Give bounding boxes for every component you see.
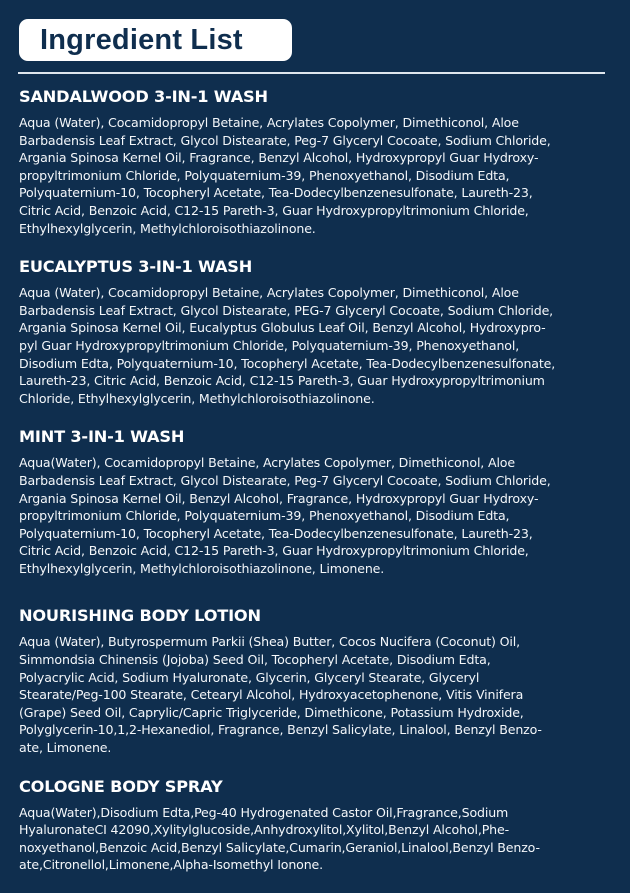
ingredient-line: Argania Spinosa Kernel Oil, Eucalyptus Globulus Leaf Oil, Benzyl Alcohol, Hydroxypro-: [19, 320, 546, 336]
section-heading: COLOGNE BODY SPRAY: [19, 776, 223, 796]
ingredient-text: [19, 114, 609, 237]
ingredient-line: ate, Limonene.: [19, 740, 112, 756]
ingredient-line: Polyquaternium-10, Tocopheryl Acetate, Tea-Dodecylbenzenesulfonate, Laureth-23,: [19, 525, 533, 541]
ingredient-line: Polyquaternium-10, Tocopheryl Acetate, Tea-Dodecylbenzenesulfonate, Laureth-23,: [19, 185, 533, 201]
ingredient-line: propyltrimonium Chloride, Polyquaternium-39, Phenoxyethanol, Disodium Edta,: [19, 508, 510, 524]
section-cologne-spray: [19, 776, 609, 874]
section-heading: MINT 3-IN-1 WASH: [19, 427, 185, 447]
ingredient-line: Laureth-23, Citric Acid, Benzoic Acid, C12-15 Pareth-3, Guar Hydroxypropyltrimonium: [19, 373, 545, 389]
ingredient-line: Simmondsia Chinensis (Jojoba) Seed Oil, Tocopheryl Acetate, Disodium Edta,: [19, 652, 491, 668]
ingredient-line: Citric Acid, Benzoic Acid, C12-15 Pareth-3, Guar Hydroxypropyltrimonium Chloride,: [19, 202, 529, 218]
header-divider: [18, 72, 605, 74]
ingredient-line: Chloride, Ethylhexylglycerin, Methylchloroisothiazolinone.: [19, 390, 375, 406]
ingredient-line: Aqua (Water), Butyrospermum Parkii (Shea) Butter, Cocos Nucifera (Coconut) Oil,: [19, 634, 520, 650]
ingredient-text: [19, 284, 609, 407]
ingredient-line: (Grape) Seed Oil, Caprylic/Capric Triglyceride, Dimethicone, Potassium Hydroxide,: [19, 704, 524, 720]
ingredient-line: Aqua(Water),Disodium Edta,Peg-40 Hydrogenated Castor Oil,Fragrance,Sodium: [19, 804, 509, 820]
ingredient-line: pyl Guar Hydroxypropyltrimonium Chloride, Polyquaternium-39, Phenoxyethanol,: [19, 337, 520, 353]
ingredient-text: [19, 633, 609, 756]
ingredient-line: ate,Citronellol,Limonene,Alpha-Isomethyl Ionone.: [19, 857, 323, 873]
section-body-lotion: [19, 605, 609, 756]
ingredient-line: Barbadensis Leaf Extract, Glycol Distearate, PEG-7 Glyceryl Cocoate, Sodium Chloride,: [19, 302, 554, 318]
ingredient-line: Aqua (Water), Cocamidopropyl Betaine, Acrylates Copolymer, Dimethiconol, Aloe: [19, 115, 519, 130]
ingredient-text: [19, 804, 609, 874]
section-heading: NOURISHING BODY LOTION: [19, 606, 261, 626]
ingredient-line: HyaluronateCI 42090,Xylitylglucoside,Anhydroxylitol,Xylitol,Benzyl Alcohol,Phe-: [19, 822, 509, 838]
ingredient-line: Barbadensis Leaf Extract, Glycol Distearate, Peg-7 Glyceryl Cocoate, Sodium Chloride,: [19, 472, 551, 488]
ingredient-line: Stearate/Peg-100 Stearate, Cetearyl Alcohol, Hydroxyacetophenone, Vitis Vinifera: [19, 687, 524, 703]
ingredient-line: Argania Spinosa Kernel Oil, Fragrance, Benzyl Alcohol, Hydroxypropyl Guar Hydroxy-: [19, 150, 539, 166]
ingredient-line: Barbadensis Leaf Extract, Glycol Distearate, Peg-7 Glyceryl Cocoate, Sodium Chloride,: [19, 132, 551, 148]
ingredient-line: Polyglycerin-10,1,2-Hexanediol, Fragrance, Benzyl Salicylate, Linalool, Benzyl Benzo-: [19, 722, 542, 738]
section-sandalwood-wash: [19, 86, 609, 237]
ingredient-line: Polyacrylic Acid, Sodium Hyaluronate, Glycerin, Glyceryl Stearate, Glyceryl: [19, 669, 480, 685]
title-badge: [19, 19, 292, 61]
ingredient-line: Ethylhexylglycerin, Methylchloroisothiazolinone, Limonene.: [19, 560, 385, 576]
ingredient-line: Disodium Edta, Polyquaternium-10, Tocopheryl Acetate, Tea-Dodecylbenzenesulfonate,: [19, 355, 556, 371]
section-eucalyptus-wash: [19, 256, 609, 407]
ingredient-line: Ethylhexylglycerin, Methylchloroisothiazolinone.: [19, 220, 316, 236]
page-title: Ingredient List: [40, 23, 243, 56]
ingredient-line: Citric Acid, Benzoic Acid, C12-15 Pareth-3, Guar Hydroxypropyltrimonium Chloride,: [19, 543, 529, 559]
section-heading: EUCALYPTUS 3-IN-1 WASH: [19, 257, 253, 277]
ingredient-sections: [19, 86, 609, 893]
ingredient-line: Argania Spinosa Kernel Oil, Benzyl Alcohol, Fragrance, Hydroxypropyl Guar Hydroxy-: [19, 490, 539, 506]
ingredient-text: [19, 454, 609, 577]
section-mint-wash: [19, 426, 609, 577]
ingredient-line: Aqua (Water), Cocamidopropyl Betaine, Acrylates Copolymer, Dimethiconol, Aloe: [19, 285, 519, 301]
ingredient-line: Aqua(Water), Cocamidopropyl Betaine, Acrylates Copolymer, Dimethiconol, Aloe: [19, 455, 515, 471]
ingredient-line: propyltrimonium Chloride, Polyquaternium-39, Phenoxyethanol, Disodium Edta,: [19, 167, 510, 183]
section-heading: SANDALWOOD 3-IN-1 WASH: [19, 87, 268, 106]
ingredient-line: noxyethanol,Benzoic Acid,Benzyl Salicylate,Cumarin,Geraniol,Linalool,Benzyl Benzo-: [19, 839, 540, 855]
